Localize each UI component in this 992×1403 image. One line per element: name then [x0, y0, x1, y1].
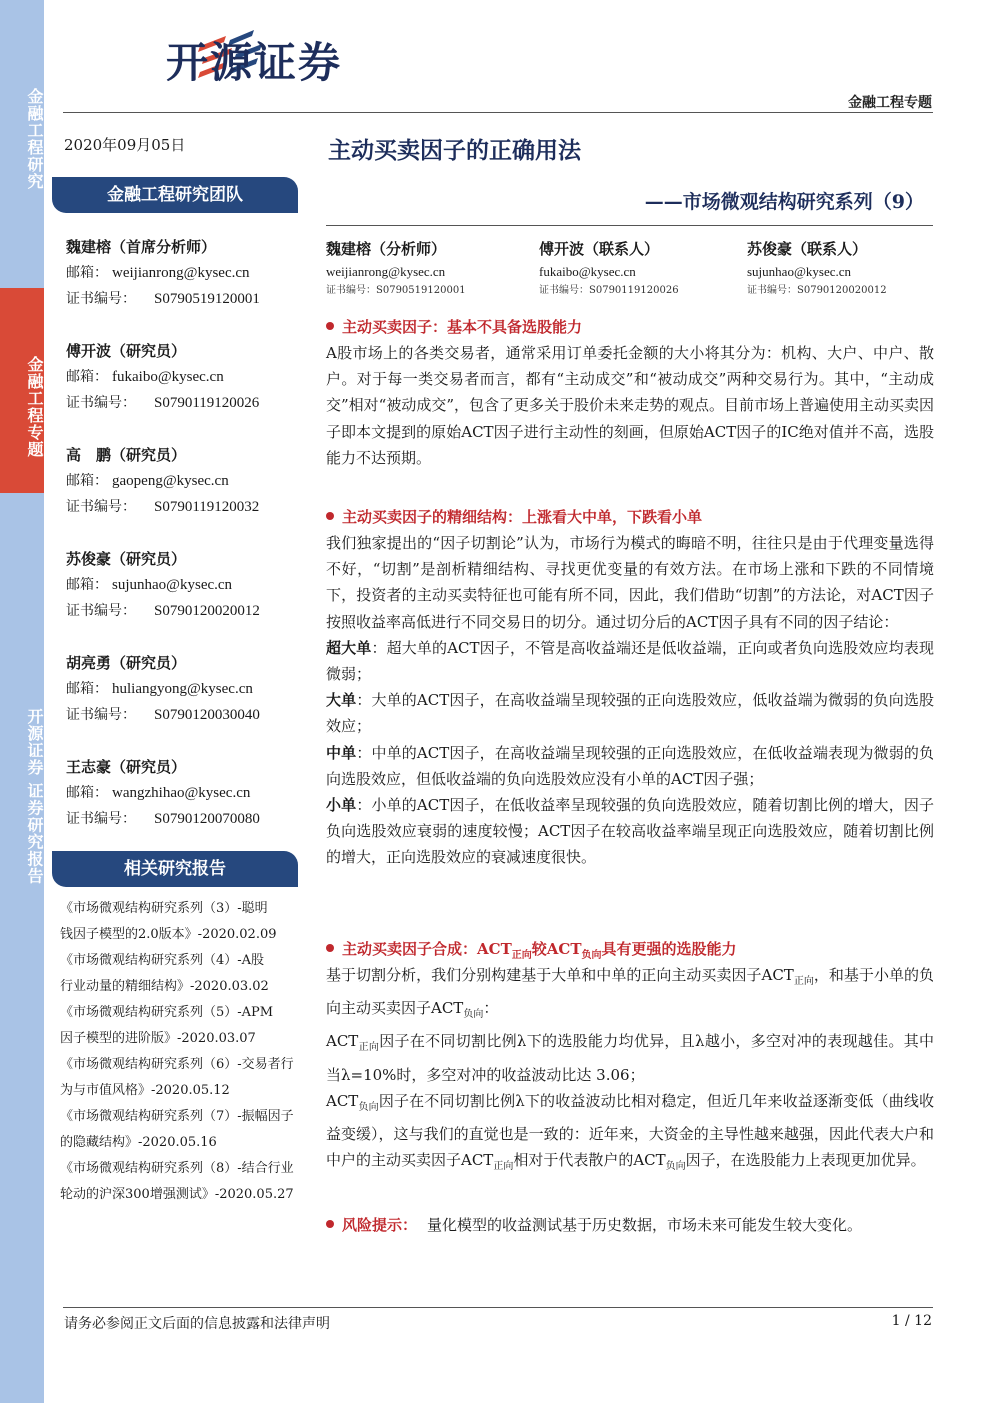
analyst-block [66, 754, 306, 832]
analyst-cert: S0790519120001 [154, 291, 260, 307]
report-title: 主动买卖因子的正确用法 [328, 137, 581, 164]
analyst-email[interactable]: sujunhao@kysec.cn [112, 577, 233, 593]
analyst-name: 傅开波（研究员） [66, 342, 187, 360]
analyst-name: 胡亮勇（研究员） [66, 654, 187, 672]
author-cert: 证书编号：S0790120020012 [747, 285, 887, 296]
section-heading: 主动买卖因子的精细结构：上涨看大中单，下跌看小单 [326, 506, 702, 527]
side-label-bottom: 开源证券 证券研究报告 [25, 708, 44, 885]
related-report-link[interactable]: 《市场微观结构研究系列（8）-结合行业 轮动的沪深300增强测试》-2020.05.27 [60, 1161, 294, 1202]
analyst-cert: S0790119120032 [154, 499, 260, 515]
related-report-link[interactable]: 《市场微观结构研究系列（6）-交易者行 为与市值风格》-2020.05.12 [60, 1057, 294, 1098]
section-body: 基于切割分析，我们分别构建基于大单和中单的正向主动买卖因子$ACT_{正向}$，和基于小单的负向主动买卖因子$ACT_{负向}$： $ACT_{正向}$因子在不同切割比例λ下的选股能力均优异，且λ越小，多空对冲的表现越佳。其中当λ=10%时，多空对冲的收益波动比达 3.06； $ACT_{负向}$因子在不同切割比例λ下的收益波动比相对稳定，但近几年来收益逐渐变低（曲线收益变缓），这与我们的直觉也是一致的：近年来，大资金的主导性越来越强，因此代表大户和中户的主动买卖因子$ACT_{正向}$相对于代表散户的$ACT_{负向}$因子，在选股能力上表现更加优异。 [326, 966, 935, 1173]
email-label: 邮箱： [66, 681, 108, 697]
analyst-cert: S0790119120026 [154, 395, 260, 411]
footer-disclaimer: 请务必参阅正文后面的信息披露和法律声明 [64, 1316, 330, 1332]
analyst-cert: S0790120020012 [154, 603, 260, 619]
author-block [747, 237, 952, 299]
email-label: 邮箱： [66, 473, 108, 489]
section-body: A股市场上的各类交易者，通常采用订单委托金额的大小将其分为：机构、大户、中户、散户。对于每一类交易者而言，都有“主动成交”和“被动成交”两种交易行为。其中，“主动成交”相对“被动成交”，包含了更多关于股价未来走势的观点。目前市场上普遍使用主动买卖因子即本文提到的原始ACT因子进行主动性的刻画，但原始ACT因子的IC绝对值并不高，选股能力不达预期。 [326, 344, 935, 467]
analyst-email[interactable]: weijianrong@kysec.cn [112, 265, 250, 281]
analyst-block [66, 338, 306, 416]
cert-label: 证书编号： [66, 499, 136, 515]
author-name: 傅开波（联系人） [539, 240, 660, 258]
email-label: 邮箱： [66, 785, 108, 801]
analyst-email[interactable]: huliangyong@kysec.cn [112, 681, 253, 697]
bullet-icon [326, 944, 334, 952]
analyst-block [66, 546, 306, 624]
author-email[interactable]: sujunhao@kysec.cn [747, 264, 852, 279]
title-divider [326, 225, 933, 226]
bullet-icon [326, 512, 334, 520]
related-reports-list [60, 896, 310, 1208]
author-cert: 证书编号：S0790519120001 [326, 285, 466, 296]
author-name: 苏俊豪（联系人） [747, 240, 868, 258]
analyst-email[interactable]: fukaibo@kysec.cn [112, 369, 224, 385]
related-report-link[interactable]: 《市场微观结构研究系列（4）-A股 行业动量的精细结构》-2020.03.02 [60, 953, 269, 994]
author-block [326, 237, 531, 299]
section-body: 我们独家提出的“因子切割论”认为，市场行为模式的晦暗不明，往往只是由于代理变量选得不好，“切割”是剖析精细结构、寻找更优变量的有效方法。在市场上涨和下跌的不同情境下，投资者的主动买卖特征也可能有所不同，因此，我们借助“切割”的方法论，对ACT因子按照收益率高低进行不同交易日的切分。通过切分后的ACT因子具有不同的因子结论： 超大单：超大单的ACT因子，不管是高收益端还是低收益端，正向或者负向选股效应均表现微弱； 大单：大单的ACT因子，在高收益端呈现较强的正向选股效应，低收益端为微弱的负向选股效应； 中单：中单的ACT因子，在高收益端呈现较强的正向选股效应，在低收益端表现为微弱的负向选股效应，但低收益端的负向选股效应没有小单的ACT因子强； 小单：小单的ACT因子，在低收益率呈现较强的负向选股效应，随着切割比例的增大，因子负向选股效应衰弱的速度较慢；ACT因子在较高收益率端呈现正向选股效应，随着切割比例的增大，正向选股效应的衰减速度很快。 [326, 534, 934, 867]
cert-label: 证书编号： [66, 811, 136, 827]
author-email[interactable]: weijianrong@kysec.cn [326, 264, 446, 279]
analyst-block [66, 442, 306, 520]
analyst-name: 王志豪（研究员） [66, 758, 187, 776]
side-label-top: 金融工程研究 [25, 88, 44, 190]
cert-label: 证书编号： [66, 395, 136, 411]
brand-name: 开源证券 [166, 38, 343, 87]
header-tag: 金融工程专题 [848, 95, 932, 111]
analyst-name: 魏建榕（首席分析师） [66, 238, 217, 256]
section-heading: 主动买卖因子合成：$ACT_{正向}$较$ACT_{负向}$具有更强的选股能力 [326, 938, 737, 961]
author-name: 魏建榕（分析师） [326, 240, 447, 258]
side-strip [0, 0, 44, 1403]
related-reports-header: 相关研究报告 [52, 851, 298, 887]
cert-label: 证书编号： [66, 603, 136, 619]
report-subtitle: ——市场微观结构研究系列（9） [644, 191, 924, 213]
section-heading: 主动买卖因子：基本不具备选股能力 [326, 316, 582, 337]
footer-divider [63, 1307, 933, 1308]
email-label: 邮箱： [66, 265, 108, 281]
cert-label: 证书编号： [66, 707, 136, 723]
team-header: 金融工程研究团队 [52, 177, 298, 213]
analyst-cert: S0790120070080 [154, 811, 260, 827]
related-report-link[interactable]: 《市场微观结构研究系列（3）-聪明 钱因子模型的2.0版本》-2020.02.09 [60, 901, 277, 942]
email-label: 邮箱： [66, 369, 108, 385]
related-report-link[interactable]: 《市场微观结构研究系列（7）-振幅因子 的隐藏结构》-2020.05.16 [60, 1109, 294, 1150]
side-label-middle: 金融工程专题 [25, 356, 44, 458]
report-date: 2020年09月05日 [64, 136, 186, 154]
bullet-icon [326, 1220, 334, 1228]
related-report-link[interactable]: 《市场微观结构研究系列（5）-APM 因子模型的进阶版》-2020.03.07 [60, 1005, 274, 1046]
analyst-name: 苏俊豪（研究员） [66, 550, 187, 568]
analyst-cert: S0790120030040 [154, 707, 260, 723]
analyst-email[interactable]: gaopeng@kysec.cn [112, 473, 229, 489]
author-email[interactable]: fukaibo@kysec.cn [539, 264, 636, 279]
analyst-block [66, 234, 306, 312]
header-divider [63, 112, 933, 113]
analyst-email[interactable]: wangzhihao@kysec.cn [112, 785, 251, 801]
author-block [539, 237, 744, 299]
risk-warning: 风险提示： 量化模型的收益测试基于历史数据，市场未来可能发生较大变化。 [326, 1214, 934, 1235]
author-cert: 证书编号：S0790119120026 [539, 285, 679, 296]
analyst-name: 高 鹏（研究员） [66, 446, 187, 464]
cert-label: 证书编号： [66, 291, 136, 307]
analyst-block [66, 650, 306, 728]
page-number: 1 / 12 [891, 1313, 932, 1329]
bullet-icon [326, 322, 334, 330]
email-label: 邮箱： [66, 577, 108, 593]
